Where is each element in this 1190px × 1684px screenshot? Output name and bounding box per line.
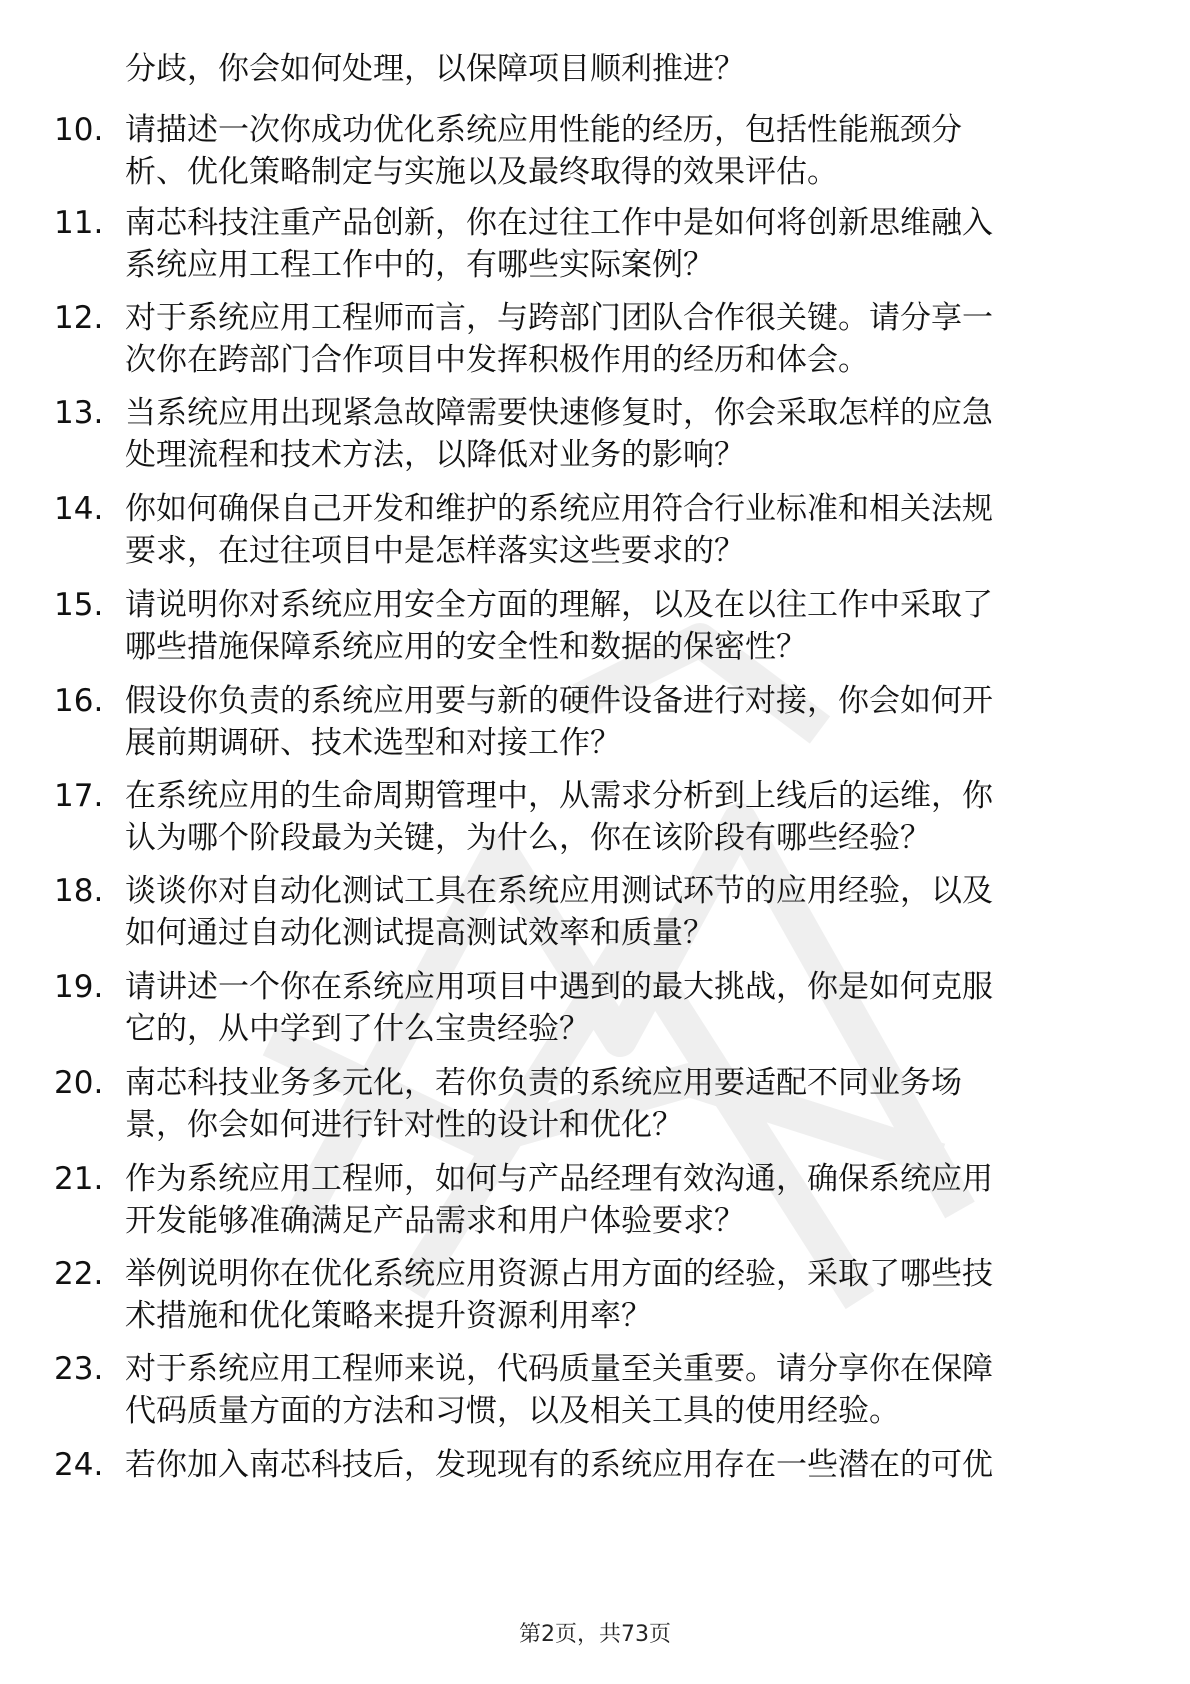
question-text <box>125 488 1105 572</box>
question-line: 请讲述一个你在系统应用项目中遇到的最大挑战，你是如何克服 <box>125 969 993 1005</box>
question-line: 展前期调研、技术选型和对接工作？ <box>125 725 621 761</box>
question-text <box>125 775 1105 859</box>
list-item <box>0 1253 1190 1343</box>
list-item <box>0 109 1190 199</box>
question-line: 认为哪个阶段最为关键，为什么，你在该阶段有哪些经验？ <box>125 820 931 856</box>
question-line: 谈谈你对自动化测试工具在系统应用测试环节的应用经验，以及 <box>125 873 993 909</box>
list-item <box>0 584 1190 674</box>
question-line: 如何通过自动化测试提高测试效率和质量？ <box>125 915 714 951</box>
question-line: 当系统应用出现紧急故障需要快速修复时，你会采取怎样的应急 <box>125 395 993 431</box>
question-text <box>125 1158 1105 1242</box>
question-number: 18. <box>54 873 104 909</box>
list-item <box>0 488 1190 578</box>
question-text <box>125 109 1105 193</box>
continuation-line: 分歧，你会如何处理，以保障项目顺利推进？ <box>125 51 745 87</box>
question-line: 要求，在过往项目中是怎样落实这些要求的？ <box>125 533 745 569</box>
question-text <box>125 966 1105 1050</box>
question-text <box>125 680 1105 764</box>
question-line: 若你加入南芯科技后，发现现有的系统应用存在一些潜在的可优 <box>125 1447 993 1483</box>
question-number: 13. <box>54 395 104 431</box>
question-text <box>125 1253 1105 1337</box>
list-item <box>0 297 1190 387</box>
page-number-footer: 第2页，共73页 <box>519 1622 671 1647</box>
list-item <box>0 1444 1190 1534</box>
list-item <box>0 1348 1190 1438</box>
question-number: 20. <box>54 1065 104 1101</box>
question-number: 22. <box>54 1256 104 1292</box>
question-text <box>125 870 1105 954</box>
question-number: 14. <box>54 491 104 527</box>
question-line: 析、优化策略制定与实施以及最终取得的效果评估。 <box>125 154 838 190</box>
question-number: 21. <box>54 1161 104 1197</box>
question-line: 对于系统应用工程师来说，代码质量至关重要。请分享你在保障 <box>125 1351 993 1387</box>
question-line: 处理流程和技术方法，以降低对业务的影响？ <box>125 437 745 473</box>
list-item <box>0 775 1190 865</box>
question-number: 16. <box>54 683 104 719</box>
list-item <box>0 1158 1190 1248</box>
question-line: 请描述一次你成功优化系统应用性能的经历，包括性能瓶颈分 <box>125 112 962 148</box>
question-number: 23. <box>54 1351 104 1387</box>
question-number: 11. <box>54 205 104 241</box>
question-line: 南芯科技注重产品创新，你在过往工作中是如何将创新思维融入 <box>125 205 993 241</box>
list-item <box>0 870 1190 960</box>
question-text <box>125 1444 1105 1486</box>
question-line: 代码质量方面的方法和习惯，以及相关工具的使用经验。 <box>125 1393 900 1429</box>
question-line: 假设你负责的系统应用要与新的硬件设备进行对接，你会如何开 <box>125 683 993 719</box>
list-item <box>0 680 1190 770</box>
question-number: 24. <box>54 1447 104 1483</box>
question-line: 举例说明你在优化系统应用资源占用方面的经验，采取了哪些技 <box>125 1256 993 1292</box>
question-text <box>125 1062 1105 1146</box>
question-line: 它的，从中学到了什么宝贵经验？ <box>125 1011 590 1047</box>
question-text <box>125 202 1105 286</box>
question-line: 术措施和优化策略来提升资源利用率？ <box>125 1298 652 1334</box>
question-line: 景，你会如何进行针对性的设计和优化？ <box>125 1107 683 1143</box>
question-line: 系统应用工程工作中的，有哪些实际案例？ <box>125 247 714 283</box>
question-line: 请说明你对系统应用安全方面的理解，以及在以往工作中采取了 <box>125 587 993 623</box>
question-number: 10. <box>54 112 104 148</box>
question-line: 在系统应用的生命周期管理中，从需求分析到上线后的运维，你 <box>125 778 993 814</box>
question-line: 次你在跨部门合作项目中发挥积极作用的经历和体会。 <box>125 342 869 378</box>
question-line: 开发能够准确满足产品需求和用户体验要求？ <box>125 1203 745 1239</box>
question-number: 19. <box>54 969 104 1005</box>
question-line: 南芯科技业务多元化，若你负责的系统应用要适配不同业务场 <box>125 1065 962 1101</box>
question-line: 你如何确保自己开发和维护的系统应用符合行业标准和相关法规 <box>125 491 993 527</box>
question-text <box>125 584 1105 668</box>
question-line: 对于系统应用工程师而言，与跨部门团队合作很关键。请分享一 <box>125 300 993 336</box>
list-item <box>0 1062 1190 1152</box>
question-text <box>125 392 1105 476</box>
list-item <box>0 966 1190 1056</box>
question-line: 作为系统应用工程师，如何与产品经理有效沟通，确保系统应用 <box>125 1161 993 1197</box>
list-item <box>0 202 1190 292</box>
question-number: 15. <box>54 587 104 623</box>
question-number: 17. <box>54 778 104 814</box>
question-number: 12. <box>54 300 104 336</box>
question-text <box>125 1348 1105 1432</box>
list-item <box>0 392 1190 482</box>
question-line: 哪些措施保障系统应用的安全性和数据的保密性？ <box>125 629 807 665</box>
question-text <box>125 297 1105 381</box>
